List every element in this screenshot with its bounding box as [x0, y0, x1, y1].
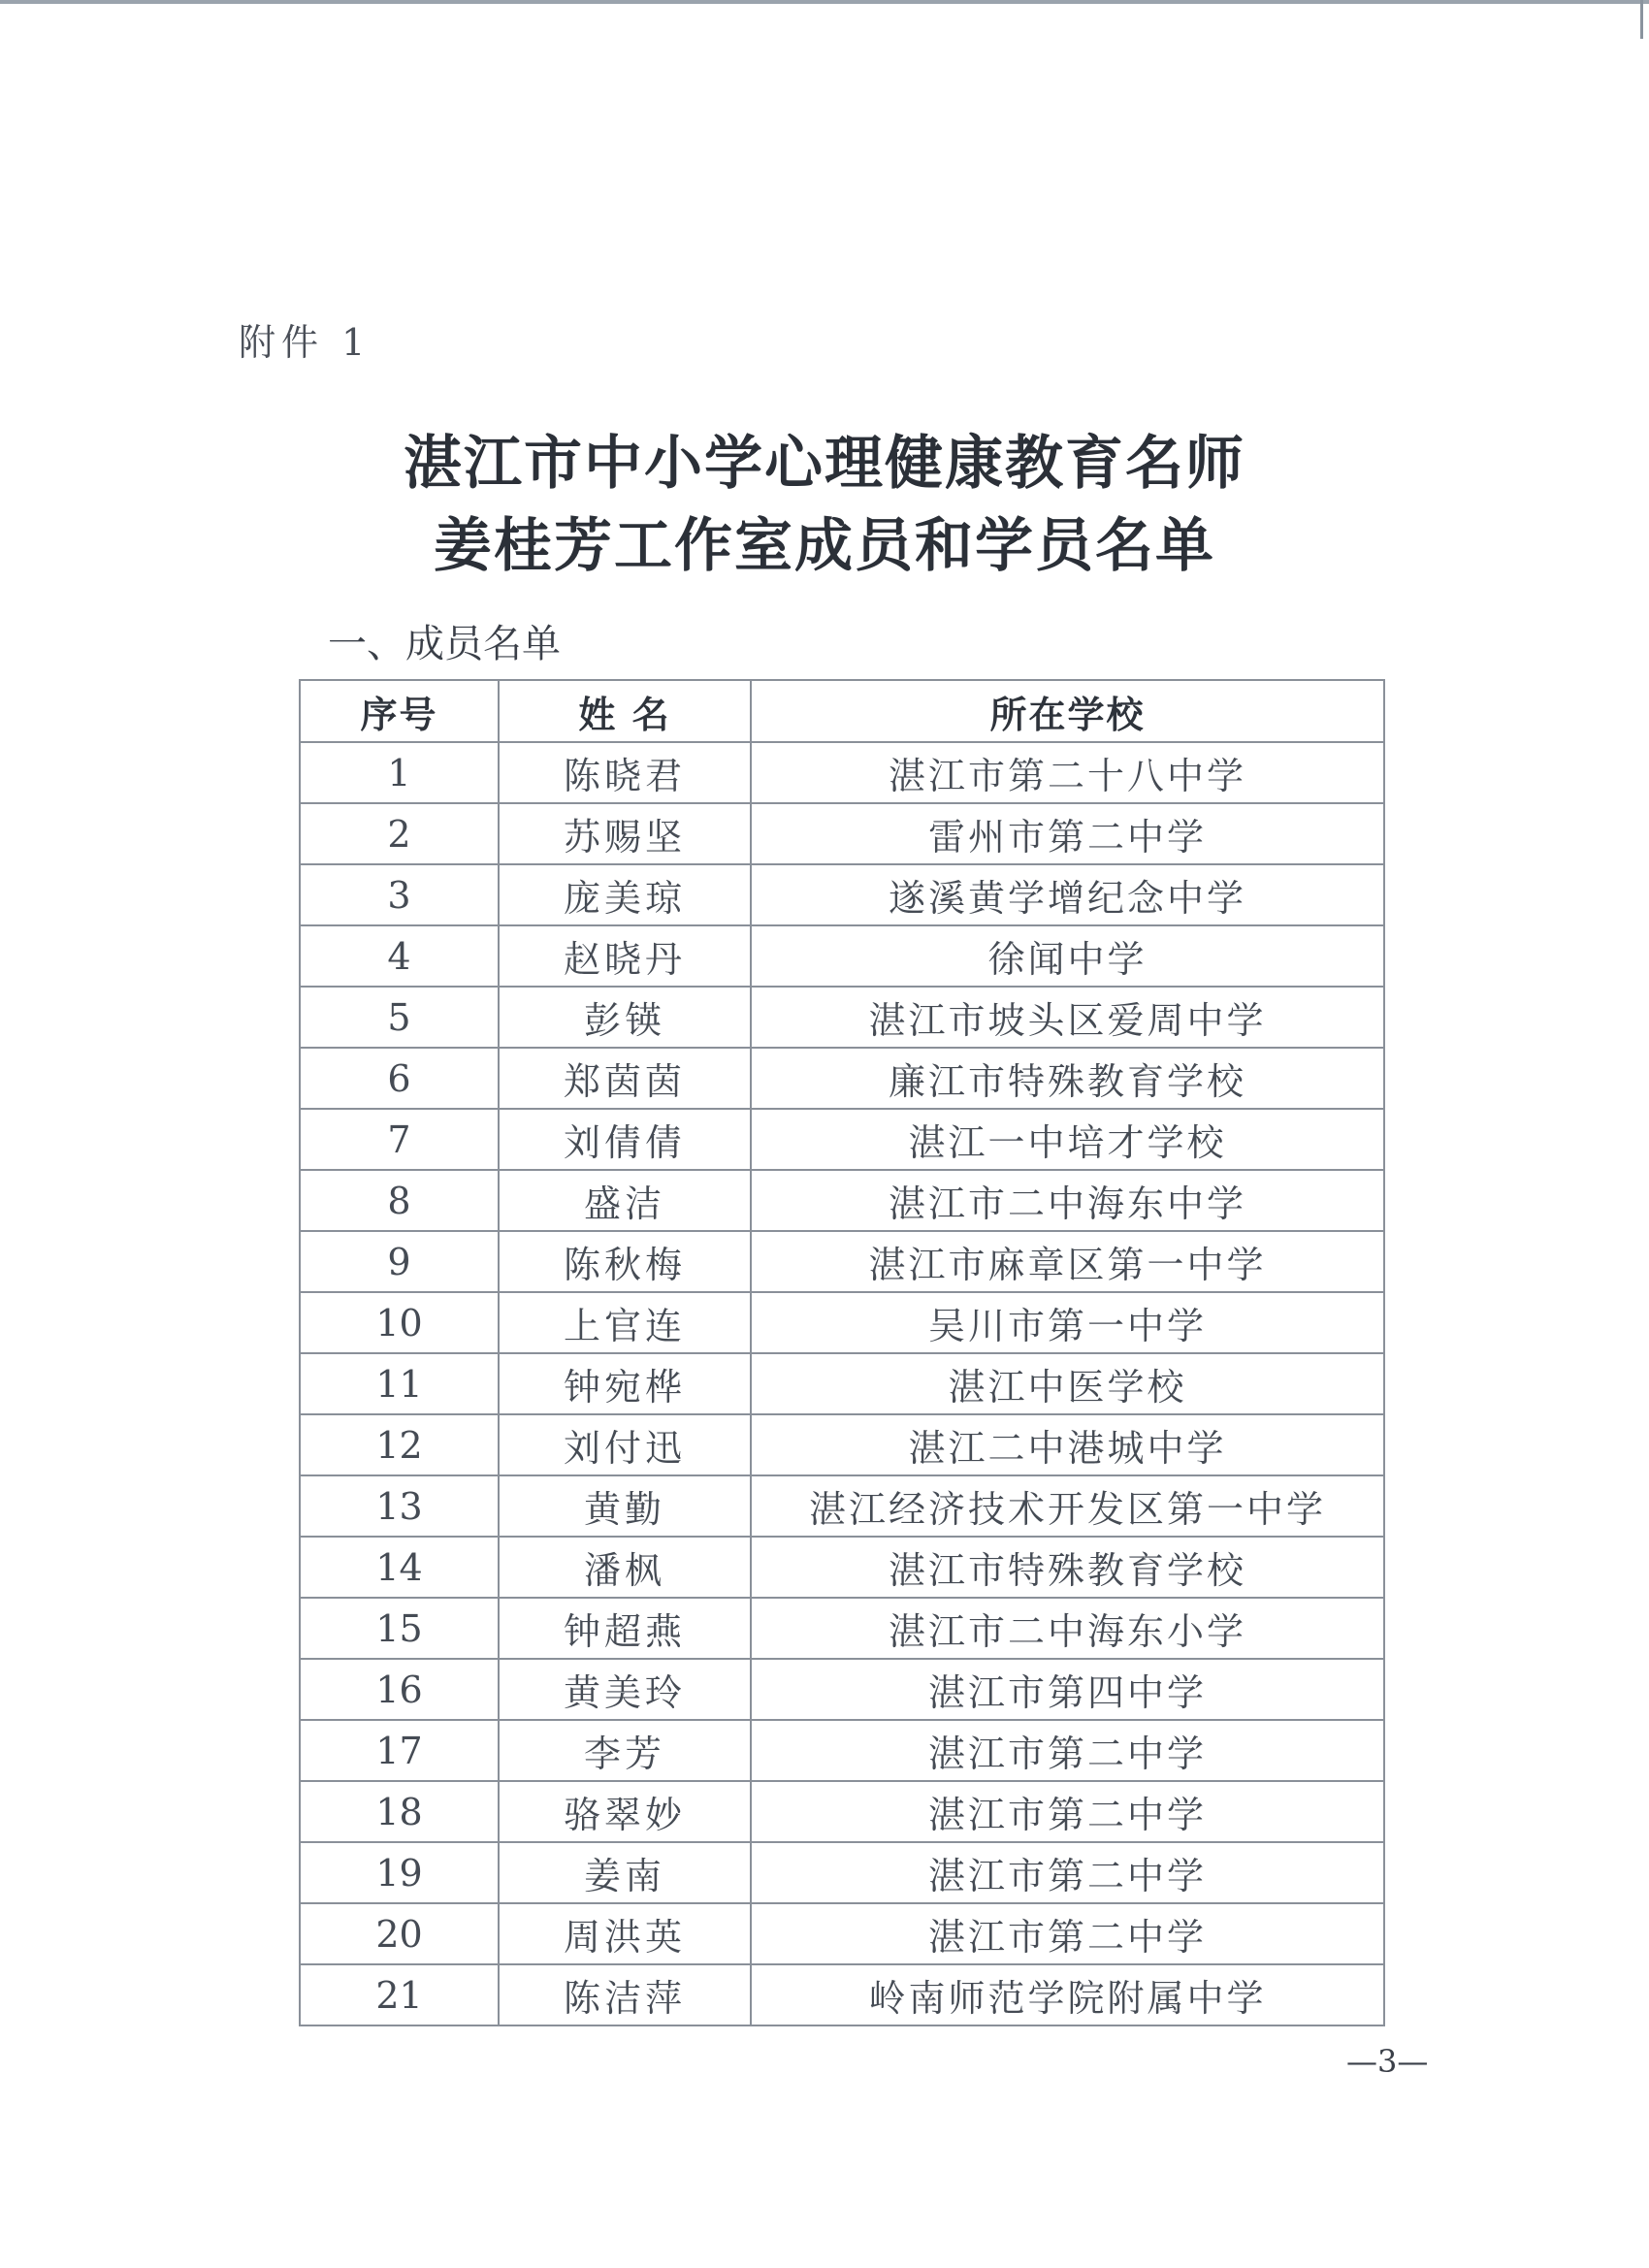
document-title-line-1: 湛江市中小学心理健康教育名师	[404, 430, 1245, 498]
scan-edge-top	[0, 0, 1649, 4]
attachment-label: 附件 1	[239, 321, 372, 364]
scan-edge-right	[1640, 0, 1643, 39]
cell-number: 8	[300, 1170, 499, 1231]
table-row	[300, 1231, 1384, 1292]
table-row	[300, 1781, 1384, 1842]
header-number: 序号	[300, 680, 499, 742]
cell-number: 1	[300, 742, 499, 803]
cell-name: 陈晓君	[499, 742, 751, 803]
cell-school: 岭南师范学院附属中学	[751, 1964, 1384, 2025]
cell-number: 5	[300, 987, 499, 1048]
cell-school: 吴川市第一中学	[751, 1292, 1384, 1353]
cell-name: 周洪英	[499, 1903, 751, 1964]
cell-school: 徐闻中学	[751, 925, 1384, 987]
table-row	[300, 1964, 1384, 2025]
table-row	[300, 1537, 1384, 1598]
cell-number: 20	[300, 1903, 499, 1964]
cell-number: 16	[300, 1659, 499, 1720]
table-row	[300, 925, 1384, 987]
table-row	[300, 1720, 1384, 1781]
page-number: —3—	[1346, 2043, 1429, 2080]
cell-school: 雷州市第二中学	[751, 803, 1384, 864]
member-table	[299, 679, 1385, 2026]
table-body	[300, 742, 1384, 2025]
cell-school: 湛江一中培才学校	[751, 1109, 1384, 1170]
cell-school: 湛江市二中海东小学	[751, 1598, 1384, 1659]
cell-number: 18	[300, 1781, 499, 1842]
cell-number: 10	[300, 1292, 499, 1353]
cell-name: 钟宛桦	[499, 1353, 751, 1414]
table-row	[300, 1292, 1384, 1353]
cell-school: 湛江市二中海东中学	[751, 1170, 1384, 1231]
cell-number: 7	[300, 1109, 499, 1170]
cell-school: 湛江市第二中学	[751, 1842, 1384, 1903]
cell-number: 19	[300, 1842, 499, 1903]
cell-school: 湛江市第二十八中学	[751, 742, 1384, 803]
cell-name: 刘付迅	[499, 1414, 751, 1475]
table-row	[300, 803, 1384, 864]
cell-school: 湛江二中港城中学	[751, 1414, 1384, 1475]
table-row	[300, 1414, 1384, 1475]
cell-name: 盛洁	[499, 1170, 751, 1231]
cell-number: 6	[300, 1048, 499, 1109]
cell-number: 11	[300, 1353, 499, 1414]
table-row	[300, 1109, 1384, 1170]
cell-school: 湛江市坡头区爱周中学	[751, 987, 1384, 1048]
table-row	[300, 1842, 1384, 1903]
table-row	[300, 1598, 1384, 1659]
cell-school: 湛江市第二中学	[751, 1720, 1384, 1781]
cell-school: 湛江市特殊教育学校	[751, 1537, 1384, 1598]
header-name: 姓 名	[499, 680, 751, 742]
cell-name: 陈洁萍	[499, 1964, 751, 2025]
cell-school: 湛江中医学校	[751, 1353, 1384, 1414]
cell-name: 彭锳	[499, 987, 751, 1048]
table-header-row	[300, 680, 1384, 742]
table-row	[300, 1903, 1384, 1964]
header-school: 所在学校	[751, 680, 1384, 742]
cell-number: 12	[300, 1414, 499, 1475]
cell-name: 上官连	[499, 1292, 751, 1353]
cell-name: 郑茵茵	[499, 1048, 751, 1109]
table-row	[300, 1170, 1384, 1231]
cell-school: 湛江市第二中学	[751, 1781, 1384, 1842]
cell-name: 黄美玲	[499, 1659, 751, 1720]
cell-name: 陈秋梅	[499, 1231, 751, 1292]
cell-name: 潘枫	[499, 1537, 751, 1598]
cell-school: 湛江市麻章区第一中学	[751, 1231, 1384, 1292]
cell-number: 14	[300, 1537, 499, 1598]
cell-number: 21	[300, 1964, 499, 2025]
table-row	[300, 1353, 1384, 1414]
cell-name: 李芳	[499, 1720, 751, 1781]
table-row	[300, 1048, 1384, 1109]
cell-number: 2	[300, 803, 499, 864]
cell-name: 赵晓丹	[499, 925, 751, 987]
table-row	[300, 1475, 1384, 1537]
cell-name: 黄勤	[499, 1475, 751, 1537]
cell-school: 湛江经济技术开发区第一中学	[751, 1475, 1384, 1537]
cell-name: 姜南	[499, 1842, 751, 1903]
cell-number: 3	[300, 864, 499, 925]
cell-school: 廉江市特殊教育学校	[751, 1048, 1384, 1109]
cell-number: 9	[300, 1231, 499, 1292]
section-heading: 一、成员名单	[328, 622, 561, 666]
cell-number: 13	[300, 1475, 499, 1537]
cell-number: 17	[300, 1720, 499, 1781]
cell-name: 刘倩倩	[499, 1109, 751, 1170]
table-row	[300, 742, 1384, 803]
cell-name: 苏赐坚	[499, 803, 751, 864]
cell-name: 钟超燕	[499, 1598, 751, 1659]
cell-number: 4	[300, 925, 499, 987]
table-row	[300, 1659, 1384, 1720]
cell-school: 湛江市第四中学	[751, 1659, 1384, 1720]
cell-school: 遂溪黄学增纪念中学	[751, 864, 1384, 925]
document-title-line-2: 姜桂芳工作室成员和学员名单	[434, 512, 1215, 580]
cell-school: 湛江市第二中学	[751, 1903, 1384, 1964]
cell-number: 15	[300, 1598, 499, 1659]
cell-name: 庞美琼	[499, 864, 751, 925]
table-row	[300, 864, 1384, 925]
cell-name: 骆翠妙	[499, 1781, 751, 1842]
table-row	[300, 987, 1384, 1048]
